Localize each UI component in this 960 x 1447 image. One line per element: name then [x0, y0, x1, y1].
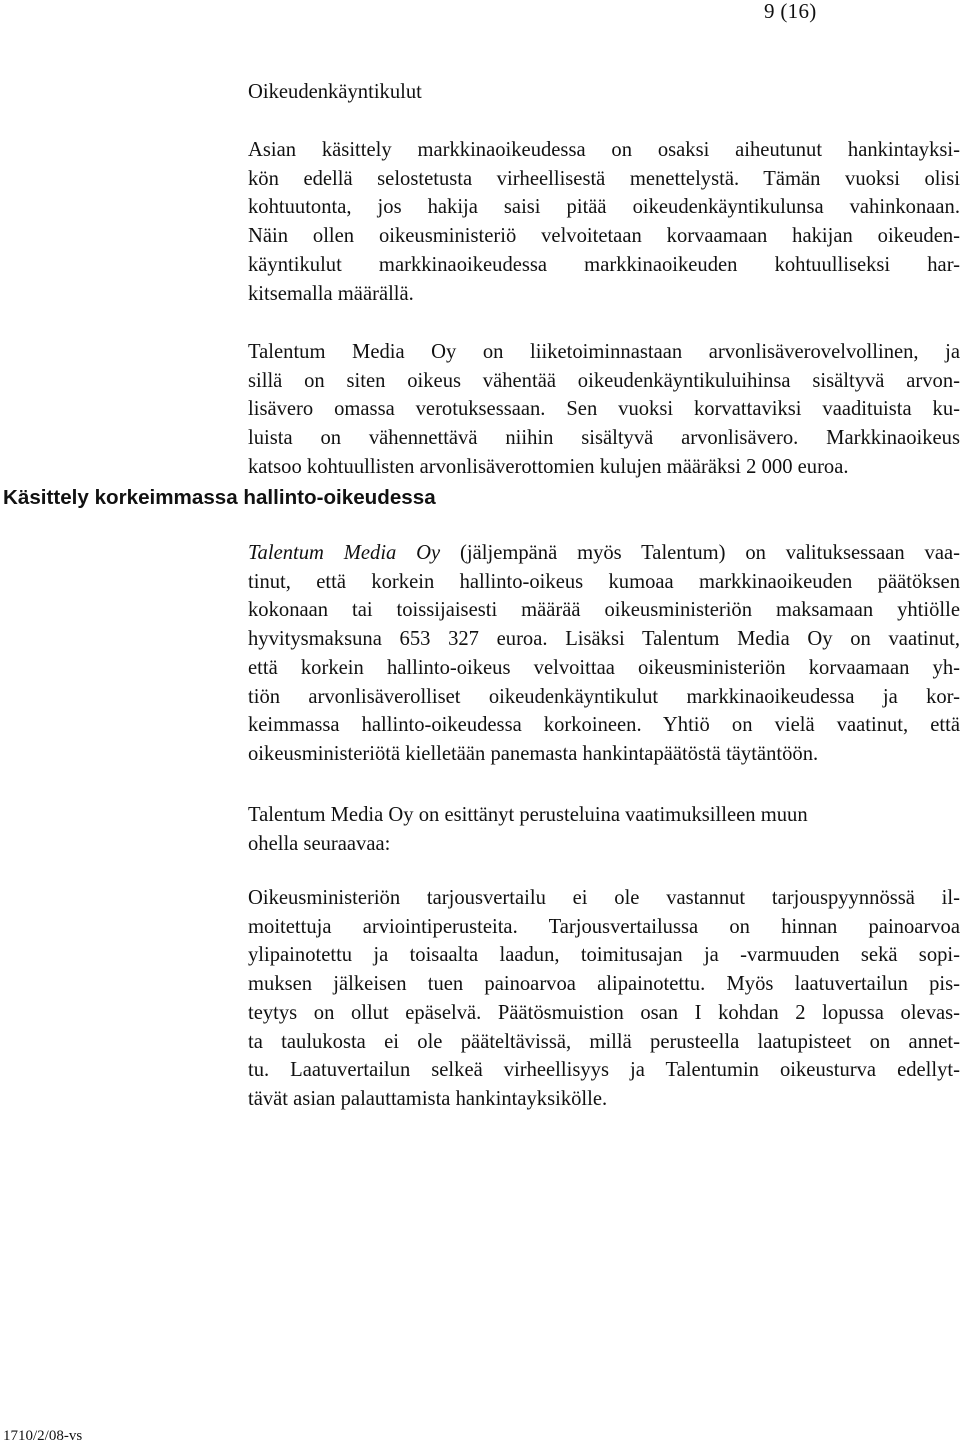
text-line: lisävero omassa verotuksessaan. Sen vuoksi korvattaviksi vaadituista ku- [248, 398, 960, 421]
text-line: tiön arvonlisäverolliset oikeudenkäyntikulut markkinaoikeudessa ja kor- [248, 685, 960, 708]
paragraph-costs-1 [248, 136, 960, 308]
text-line: käyntikulut markkinaoikeudessa markkinaoikeuden kohtuulliseksi har- [248, 253, 960, 276]
section-heading-supreme-court: Käsittely korkeimmassa hallinto-oikeudessa [3, 486, 436, 509]
paragraph-supreme-1 [248, 539, 960, 769]
text-line: tu. Laatuvertailun selkeä virheellisyys ja Talentumin oikeusturva edellyt- [248, 1059, 960, 1082]
heading-text: Oikeudenkäyntikulut [248, 81, 422, 103]
paragraph-supreme-2 [248, 801, 960, 858]
text-line: luista on vähennettävä niihin sisältyvä arvonlisävero. Markkinaoikeus [248, 427, 960, 450]
party-name: Talentum Media Oy [248, 542, 441, 564]
text-line: teytys on ollut epäselvä. Päätösmuistion osan I kohdan 2 lopussa olevas- [248, 1001, 960, 1024]
text-line: Talentum Media Oy on liiketoiminnastaan arvonlisäverovelvollinen, ja [248, 341, 960, 363]
text-line [248, 539, 960, 568]
text-line: ylipainotettu ja toisaalta laadun, toimitusajan ja -varmuuden sekä sopi- [248, 944, 960, 967]
text-line: kokonaan tai toissijaisesti määrää oikeusministeriön maksamaan yhtiölle [248, 599, 960, 622]
text-line: Talentum Media Oy on esittänyt perusteluina vaatimuksilleen muun [248, 804, 808, 826]
section-heading-costs [248, 78, 960, 107]
text-fragment: (jäljempänä myös Talentum) on valituksessaan vaa- [440, 542, 960, 564]
paragraph-costs-2 [248, 338, 960, 482]
text-line: kön edellä selostetusta virheellisestä menettelystä. Tämän vuoksi olisi [248, 167, 960, 190]
text-line: tävät asian palauttamista hankintayksikölle. [248, 1087, 608, 1110]
text-line: Asian käsittely markkinaoikeudessa on osaksi aiheutunut hankintayksi- [248, 139, 960, 161]
text-line: tinut, että korkein hallinto-oikeus kumoaa markkinaoikeuden päätöksen [248, 570, 960, 593]
text-line: Oikeusministeriön tarjousvertailu ei ole vastannut tarjouspyynnössä il- [248, 887, 960, 909]
text-line: moitettuja arviointiperusteita. Tarjousvertailussa on hinnan painoarvoa [248, 915, 960, 938]
text-line: sillä on siten oikeus vähentää oikeudenkäyntikuluihinsa sisältyvä arvon- [248, 369, 960, 392]
text-line: Näin ollen oikeusministeriö velvoitetaan korvaamaan hakijan oikeuden- [248, 225, 960, 248]
text-line: kitsemalla määrällä. [248, 282, 414, 305]
text-line: hyvitysmaksuna 653 327 euroa. Lisäksi Talentum Media Oy on vaatinut, [248, 628, 960, 651]
text-line: ta taulukosta ei ole pääteltävissä, millä perusteella laatupisteet on annet- [248, 1030, 960, 1053]
paragraph-supreme-3 [248, 884, 960, 1114]
text-line: muksen jälkeisen tuen painoarvoa alipainotettu. Myös laatuvertailun pis- [248, 973, 960, 996]
text-line: katsoo kohtuullisten arvonlisäverottomien kulujen määräksi 2 000 euroa. [248, 455, 849, 478]
text-line: keimmassa hallinto-oikeudessa korkoineen. Yhtiö on vielä vaatinut, että [248, 714, 960, 737]
text-line: ohella seuraavaa: [248, 832, 391, 855]
text-line: oikeusministeriötä kielletään panemasta hankintapäätöstä täytäntöön. [248, 742, 819, 765]
text-line: että korkein hallinto-oikeus velvoittaa oikeusministeriön korvaamaan yh- [248, 656, 960, 679]
page-number: 9 (16) [764, 0, 817, 23]
text-line: kohtuutonta, jos hakija saisi pitää oikeudenkäyntikulunsa vahinkonaan. [248, 196, 960, 219]
document-code: 1710/2/08-vs [3, 1428, 83, 1444]
